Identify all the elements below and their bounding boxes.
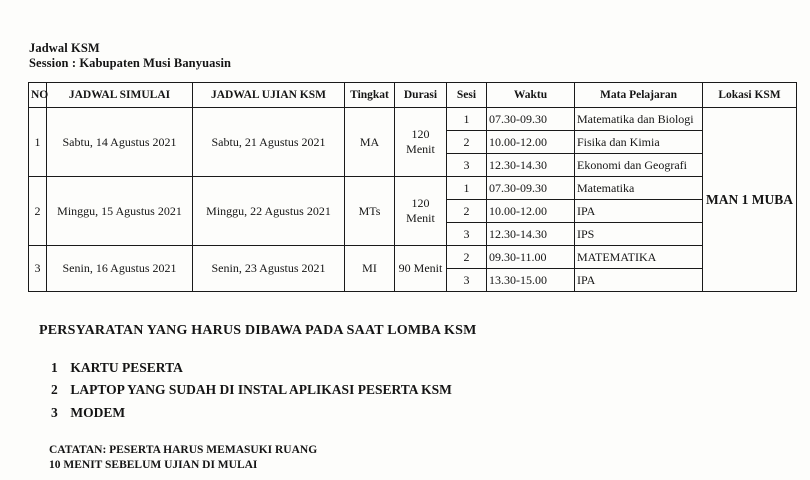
mapel: Matematika <box>575 177 703 200</box>
session-label: Session : Kabupaten Musi Banyuasin <box>29 56 232 70</box>
sesi: 1 <box>447 177 487 200</box>
col-header-waktu: Waktu <box>487 83 575 108</box>
sesi: 3 <box>447 154 487 177</box>
requirement-number: 2 <box>51 382 58 397</box>
waktu: 07.30-09.30 <box>487 108 575 131</box>
col-header-mapel: Mata Pelajaran <box>575 83 703 108</box>
col-header-no: NO <box>29 83 47 108</box>
waktu: 09.30-11.00 <box>487 246 575 269</box>
ujian-date: Minggu, 22 Agustus 2021 <box>193 177 345 246</box>
durasi: 90 Menit <box>395 246 447 292</box>
tingkat: MA <box>345 108 395 177</box>
ujian-date: Senin, 23 Agustus 2021 <box>193 246 345 292</box>
waktu: 10.00-12.00 <box>487 131 575 154</box>
waktu: 13.30-15.00 <box>487 269 575 292</box>
requirements-title: PERSYARATAN YANG HARUS DIBAWA PADA SAAT LOMBA KSM <box>39 323 477 338</box>
schedule-table <box>28 82 797 292</box>
note-line-2: 10 MENIT SEBELUM UJIAN DI MULAI <box>49 459 258 471</box>
simulasi-date: Senin, 16 Agustus 2021 <box>47 246 193 292</box>
requirement-number: 3 <box>51 405 58 420</box>
table-row <box>29 108 797 131</box>
row-no: 1 <box>29 108 47 177</box>
durasi: 120 Menit <box>395 177 447 246</box>
sesi: 2 <box>447 246 487 269</box>
mapel: IPA <box>575 269 703 292</box>
simulasi-date: Minggu, 15 Agustus 2021 <box>47 177 193 246</box>
sesi: 2 <box>447 200 487 223</box>
lokasi-ksm: MAN 1 MUBA <box>703 108 797 292</box>
waktu: 12.30-14.30 <box>487 154 575 177</box>
requirement-number: 1 <box>51 360 58 375</box>
row-no: 2 <box>29 177 47 246</box>
mapel: IPA <box>575 200 703 223</box>
col-header-sesi: Sesi <box>447 83 487 108</box>
sesi: 3 <box>447 223 487 246</box>
waktu: 10.00-12.00 <box>487 200 575 223</box>
col-header-lokasi: Lokasi KSM <box>703 83 797 108</box>
col-header-tingkat: Tingkat <box>345 83 395 108</box>
requirement-item <box>51 405 125 421</box>
mapel: Ekonomi dan Geografi <box>575 154 703 177</box>
tingkat: MI <box>345 246 395 292</box>
requirement-text: LAPTOP YANG SUDAH DI INSTAL APLIKASI PESERTA KSM <box>70 382 452 397</box>
col-header-ujian: JADWAL UJIAN KSM <box>193 83 345 108</box>
table-header-row <box>29 83 797 108</box>
simulasi-date: Sabtu, 14 Agustus 2021 <box>47 108 193 177</box>
mapel: IPS <box>575 223 703 246</box>
col-header-durasi: Durasi <box>395 83 447 108</box>
sesi: 3 <box>447 269 487 292</box>
mapel: Matematika dan Biologi <box>575 108 703 131</box>
requirement-item <box>51 360 183 376</box>
mapel: MATEMATIKA <box>575 246 703 269</box>
note-line-1: CATATAN: PESERTA HARUS MEMASUKI RUANG <box>49 444 318 456</box>
waktu: 12.30-14.30 <box>487 223 575 246</box>
col-header-simulasi: JADWAL SIMULAI <box>47 83 193 108</box>
table-row <box>29 246 797 269</box>
requirement-item <box>51 382 452 398</box>
requirement-text: MODEM <box>70 405 126 420</box>
row-no: 3 <box>29 246 47 292</box>
document-title: Jadwal KSM <box>29 41 100 55</box>
table-row <box>29 177 797 200</box>
mapel: Fisika dan Kimia <box>575 131 703 154</box>
sesi: 1 <box>447 108 487 131</box>
tingkat: MTs <box>345 177 395 246</box>
durasi: 120 Menit <box>395 108 447 177</box>
sesi: 2 <box>447 131 487 154</box>
requirement-text: KARTU PESERTA <box>70 360 183 375</box>
waktu: 07.30-09.30 <box>487 177 575 200</box>
ujian-date: Sabtu, 21 Agustus 2021 <box>193 108 345 177</box>
